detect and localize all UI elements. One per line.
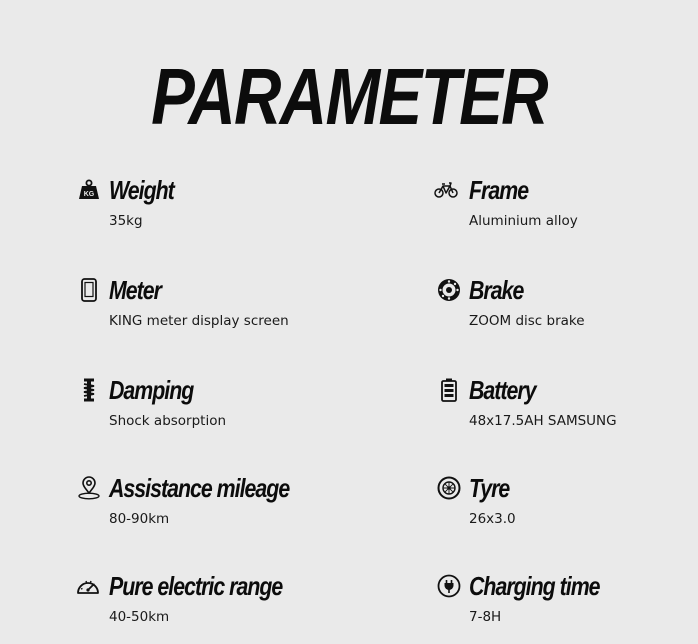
param-label: Charging time [469,571,600,601]
location-pin-icon [77,476,101,500]
speedometer-icon [77,574,101,598]
param-label: Tyre [469,473,510,503]
page-title: PARAMETER [151,52,547,141]
param-weight [77,175,377,248]
param-value: 40-50km [109,609,170,625]
weight-icon [77,178,101,202]
param-pure-electric-range [77,571,377,644]
svg-text:KG: KG [83,191,95,198]
param-value: 80-90km [109,511,170,527]
shock-absorber-icon [77,378,101,402]
param-assistance-mileage [77,473,377,546]
bicycle-icon [437,178,461,202]
charging-plug-icon [437,574,461,598]
param-brake [437,275,698,348]
param-meter [77,275,377,348]
param-label: Damping [109,375,194,405]
param-value: Aluminium alloy [469,213,578,229]
param-label: Weight [109,175,174,205]
param-label: Pure electric range [109,571,283,601]
param-label: Assistance mileage [109,473,290,503]
meter-display-icon [77,278,101,302]
param-value: 35kg [109,213,143,229]
disc-brake-icon [437,278,461,302]
tyre-icon [437,476,461,500]
param-label: Frame [469,175,529,205]
param-value: 26x3.0 [469,511,516,527]
param-value: 7-8H [469,609,502,625]
param-value: 48x17.5AH SAMSUNG [469,413,617,429]
param-label: Battery [469,375,536,405]
param-battery [437,375,698,448]
param-charging-time [437,571,698,644]
param-damping [77,375,377,448]
param-frame [437,175,698,248]
battery-icon [437,378,461,402]
param-label: Brake [469,275,524,305]
param-tyre [437,473,698,546]
param-value: Shock absorption [109,413,227,429]
param-value: ZOOM disc brake [469,313,585,329]
param-value: KING meter display screen [109,313,289,329]
param-label: Meter [109,275,161,305]
